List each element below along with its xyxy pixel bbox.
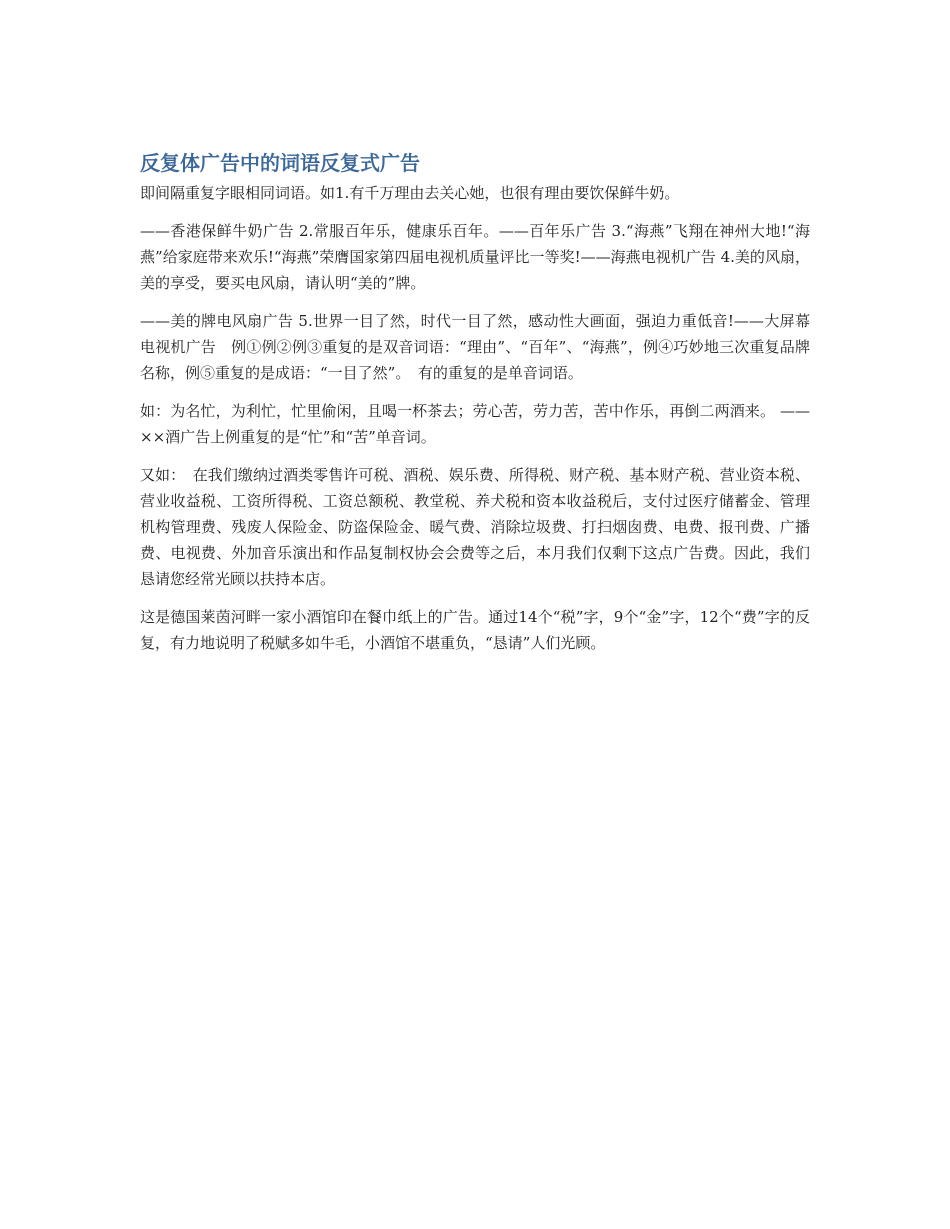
paragraph-5: 又如： 在我们缴纳过酒类零售许可税、酒税、娱乐费、所得税、财产税、基本财产税、营业资本税、营业收益税、工资所得税、工资总额税、教堂税、养犬税和资本收益税后，支付过医疗储蓄金、管理机构管理费、残废人保险金、防盗保险金、暖气费、消除垃圾费、打扫烟囱费、电费、报刊费、广播费、电视费、外加音乐演出和作品复制权协会会费等之后，本月我们仅剩下这点广告费。因此，我们恳请您经常光顾以扶持本店。	[140, 466, 810, 588]
paragraph-1: 即间隔重复字眼相同词语。如1.有千万理由去关心她，也很有理由要饮保鲜牛奶。	[140, 184, 680, 202]
paragraph-6: 这是德国莱茵河畔一家小酒馆印在餐巾纸上的广告。通过14个“税”字，9个“金”字，12个“费”字的反复，有力地说明了税赋多如牛毛，小酒馆不堪重负，“恳请”人们光顾。	[140, 608, 810, 652]
paragraph-4: 如：为名忙，为利忙，忙里偷闲，且喝一杯茶去；劳心苦，劳力苦，苦中作乐，再倒二两酒来。 ——××酒广告上例重复的是“忙”和“苦”单音词。	[140, 402, 810, 446]
document-page	[140, 148, 810, 668]
document-title: 反复体广告中的词语反复式广告	[140, 151, 420, 175]
paragraph-3: ——美的牌电风扇广告 5.世界一目了然，时代一目了然，感动性大画面，强迫力重低音!——大屏幕电视机广告 例①例②例③重复的是双音词语：“理由”、“百年”、“海燕”，例④巧妙地三次重复品牌名称，例⑤重复的是成语：“一目了然”。 有的重复的是单音词语。	[140, 312, 810, 382]
paragraph-2: ——香港保鲜牛奶广告 2.常服百年乐，健康乐百年。——百年乐广告 3.“海燕”飞翔在神州大地!“海燕”给家庭带来欢乐!“海燕”荣膺国家第四届电视机质量评比一等奖!——海燕电视机广告 4.美的风扇，美的享受，要买电风扇，请认明“美的”牌。	[140, 222, 810, 292]
